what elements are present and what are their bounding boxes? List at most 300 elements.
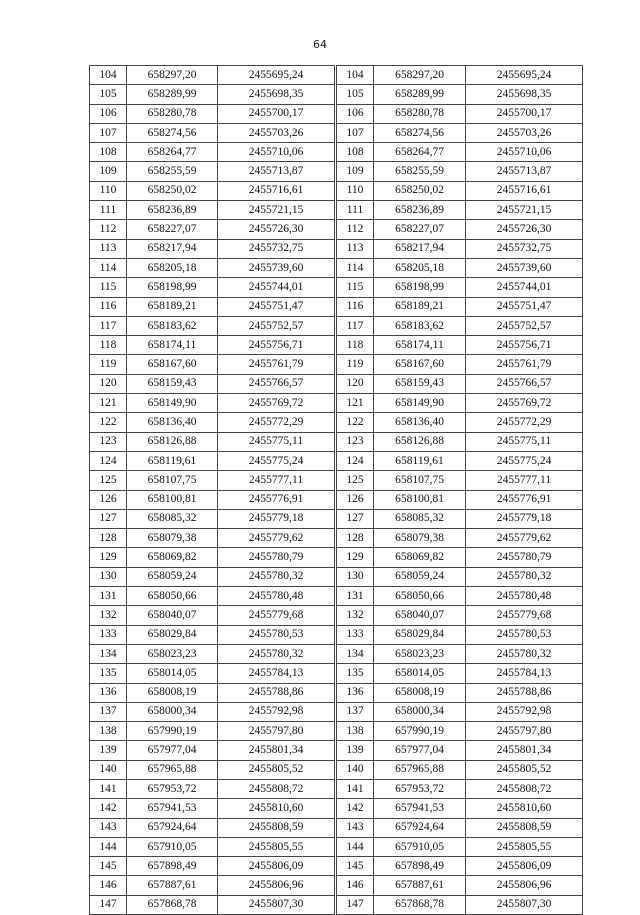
x-coordinate-cell: 658119,61 [127, 451, 218, 470]
point-number-cell: 135 [337, 664, 374, 683]
table-row [337, 355, 583, 374]
y-coordinate-cell: 2455805,55 [466, 837, 583, 856]
table-row [337, 837, 583, 856]
point-number-cell: 122 [337, 413, 374, 432]
x-coordinate-cell: 658014,05 [127, 664, 218, 683]
x-coordinate-cell: 658159,43 [374, 374, 466, 393]
point-number-cell: 111 [337, 201, 374, 220]
point-number-cell: 117 [337, 316, 374, 335]
x-coordinate-cell: 658040,07 [127, 606, 218, 625]
table-row [337, 394, 583, 413]
table-row [337, 857, 583, 876]
y-coordinate-cell: 2455716,61 [218, 181, 335, 200]
x-coordinate-cell: 658107,75 [127, 471, 218, 490]
table-row [337, 876, 583, 895]
x-coordinate-cell: 658297,20 [374, 66, 466, 85]
y-coordinate-cell: 2455810,60 [466, 799, 583, 818]
table-row [90, 857, 335, 876]
y-coordinate-cell: 2455775,24 [218, 451, 335, 470]
table-row [90, 490, 335, 509]
y-coordinate-cell: 2455695,24 [466, 66, 583, 85]
point-number-cell: 131 [90, 587, 127, 606]
table-row [337, 451, 583, 470]
point-number-cell: 132 [90, 606, 127, 625]
table-row [90, 162, 335, 181]
table-row [337, 818, 583, 837]
y-coordinate-cell: 2455766,57 [466, 374, 583, 393]
y-coordinate-cell: 2455776,91 [218, 490, 335, 509]
y-coordinate-cell: 2455751,47 [218, 297, 335, 316]
point-number-cell: 112 [337, 220, 374, 239]
point-number-cell: 119 [337, 355, 374, 374]
table-row [337, 336, 583, 355]
x-coordinate-cell: 658280,78 [127, 104, 218, 123]
x-coordinate-cell: 658198,99 [374, 278, 466, 297]
table-row [90, 818, 335, 837]
y-coordinate-cell: 2455788,86 [218, 683, 335, 702]
point-number-cell: 104 [90, 66, 127, 85]
table-row [337, 548, 583, 567]
x-coordinate-cell: 657977,04 [127, 741, 218, 760]
table-row [337, 799, 583, 818]
x-coordinate-cell: 658198,99 [127, 278, 218, 297]
point-number-cell: 120 [337, 374, 374, 393]
table-row [337, 587, 583, 606]
y-coordinate-cell: 2455808,59 [218, 818, 335, 837]
x-coordinate-cell: 657887,61 [127, 876, 218, 895]
x-coordinate-cell: 658236,89 [127, 201, 218, 220]
point-number-cell: 146 [337, 876, 374, 895]
x-coordinate-cell: 658217,94 [127, 239, 218, 258]
point-number-cell: 115 [90, 278, 127, 297]
point-number-cell: 135 [90, 664, 127, 683]
table-row [90, 837, 335, 856]
point-number-cell: 143 [337, 818, 374, 837]
x-coordinate-cell: 658174,11 [127, 336, 218, 355]
point-number-cell: 116 [337, 297, 374, 316]
table-row [337, 143, 583, 162]
x-coordinate-cell: 658126,88 [374, 432, 466, 451]
table-row [337, 123, 583, 142]
y-coordinate-cell: 2455695,24 [218, 66, 335, 85]
table-row [90, 779, 335, 798]
x-coordinate-cell: 658297,20 [127, 66, 218, 85]
x-coordinate-cell: 657868,78 [374, 895, 466, 914]
y-coordinate-cell: 2455806,09 [218, 857, 335, 876]
point-number-cell: 141 [337, 779, 374, 798]
point-number-cell: 136 [90, 683, 127, 702]
y-coordinate-cell: 2455721,15 [218, 201, 335, 220]
x-coordinate-cell: 658189,21 [127, 297, 218, 316]
table-row [90, 741, 335, 760]
table-row [90, 587, 335, 606]
table-row [337, 760, 583, 779]
table-row [90, 413, 335, 432]
point-number-cell: 105 [337, 85, 374, 104]
point-number-cell: 109 [337, 162, 374, 181]
y-coordinate-cell: 2455775,24 [466, 451, 583, 470]
table-row [337, 606, 583, 625]
table-row [90, 143, 335, 162]
y-coordinate-cell: 2455788,86 [466, 683, 583, 702]
y-coordinate-cell: 2455751,47 [466, 297, 583, 316]
x-coordinate-cell: 658050,66 [127, 587, 218, 606]
x-coordinate-cell: 658000,34 [374, 702, 466, 721]
table-row [90, 336, 335, 355]
y-coordinate-cell: 2455801,34 [218, 741, 335, 760]
x-coordinate-cell: 658050,66 [374, 587, 466, 606]
x-coordinate-cell: 658069,82 [374, 548, 466, 567]
y-coordinate-cell: 2455780,32 [466, 567, 583, 586]
point-number-cell: 106 [337, 104, 374, 123]
table-row [90, 799, 335, 818]
point-number-cell: 127 [90, 509, 127, 528]
x-coordinate-cell: 658255,59 [374, 162, 466, 181]
x-coordinate-cell: 657898,49 [127, 857, 218, 876]
x-coordinate-cell: 658205,18 [127, 258, 218, 277]
y-coordinate-cell: 2455700,17 [466, 104, 583, 123]
x-coordinate-cell: 658183,62 [127, 316, 218, 335]
table-row [337, 490, 583, 509]
y-coordinate-cell: 2455700,17 [218, 104, 335, 123]
table-row [337, 413, 583, 432]
point-number-cell: 141 [90, 779, 127, 798]
table-row [90, 258, 335, 277]
coordinates-table-right [336, 65, 583, 915]
x-coordinate-cell: 658100,81 [127, 490, 218, 509]
point-number-cell: 146 [90, 876, 127, 895]
table-row [90, 201, 335, 220]
table-row [90, 355, 335, 374]
point-number-cell: 143 [90, 818, 127, 837]
x-coordinate-cell: 657990,19 [127, 722, 218, 741]
point-number-cell: 139 [90, 741, 127, 760]
point-number-cell: 125 [337, 471, 374, 490]
y-coordinate-cell: 2455732,75 [218, 239, 335, 258]
y-coordinate-cell: 2455780,53 [466, 625, 583, 644]
point-number-cell: 104 [337, 66, 374, 85]
point-number-cell: 111 [90, 201, 127, 220]
table-row [90, 451, 335, 470]
x-coordinate-cell: 657953,72 [127, 779, 218, 798]
point-number-cell: 145 [90, 857, 127, 876]
y-coordinate-cell: 2455761,79 [466, 355, 583, 374]
point-number-cell: 107 [90, 123, 127, 142]
point-number-cell: 147 [90, 895, 127, 914]
table-row [337, 567, 583, 586]
x-coordinate-cell: 658159,43 [127, 374, 218, 393]
y-coordinate-cell: 2455805,52 [218, 760, 335, 779]
table-row [337, 664, 583, 683]
point-number-cell: 129 [90, 548, 127, 567]
y-coordinate-cell: 2455756,71 [466, 336, 583, 355]
table-row [337, 529, 583, 548]
point-number-cell: 130 [90, 567, 127, 586]
y-coordinate-cell: 2455797,80 [466, 722, 583, 741]
y-coordinate-cell: 2455806,96 [466, 876, 583, 895]
y-coordinate-cell: 2455710,06 [466, 143, 583, 162]
table-row [337, 509, 583, 528]
point-number-cell: 133 [337, 625, 374, 644]
table-row [90, 876, 335, 895]
x-coordinate-cell: 658289,99 [374, 85, 466, 104]
y-coordinate-cell: 2455726,30 [218, 220, 335, 239]
x-coordinate-cell: 658280,78 [374, 104, 466, 123]
point-number-cell: 129 [337, 548, 374, 567]
x-coordinate-cell: 658227,07 [374, 220, 466, 239]
y-coordinate-cell: 2455807,30 [466, 895, 583, 914]
x-coordinate-cell: 658023,23 [127, 644, 218, 663]
table-row [337, 85, 583, 104]
table-row [337, 104, 583, 123]
point-number-cell: 142 [337, 799, 374, 818]
point-number-cell: 126 [90, 490, 127, 509]
table-row [337, 239, 583, 258]
table-row [90, 104, 335, 123]
y-coordinate-cell: 2455772,29 [218, 413, 335, 432]
y-coordinate-cell: 2455713,87 [466, 162, 583, 181]
x-coordinate-cell: 658274,56 [127, 123, 218, 142]
table-row [90, 278, 335, 297]
x-coordinate-cell: 658250,02 [374, 181, 466, 200]
x-coordinate-cell: 658136,40 [374, 413, 466, 432]
y-coordinate-cell: 2455769,72 [466, 394, 583, 413]
table-row [90, 394, 335, 413]
y-coordinate-cell: 2455780,79 [218, 548, 335, 567]
point-number-cell: 118 [90, 336, 127, 355]
coordinates-table-body [337, 66, 583, 915]
x-coordinate-cell: 658085,32 [127, 509, 218, 528]
y-coordinate-cell: 2455777,11 [218, 471, 335, 490]
table-row [337, 374, 583, 393]
table-row [90, 471, 335, 490]
table-row [90, 432, 335, 451]
x-coordinate-cell: 658167,60 [374, 355, 466, 374]
table-row [90, 625, 335, 644]
point-number-cell: 123 [337, 432, 374, 451]
x-coordinate-cell: 658059,24 [374, 567, 466, 586]
y-coordinate-cell: 2455780,32 [218, 644, 335, 663]
table-row [337, 702, 583, 721]
point-number-cell: 140 [337, 760, 374, 779]
x-coordinate-cell: 657965,88 [374, 760, 466, 779]
x-coordinate-cell: 658079,38 [374, 529, 466, 548]
x-coordinate-cell: 657887,61 [374, 876, 466, 895]
x-coordinate-cell: 658205,18 [374, 258, 466, 277]
table-row [337, 432, 583, 451]
page-number: 64 [313, 38, 327, 51]
table-row [90, 760, 335, 779]
x-coordinate-cell: 657941,53 [127, 799, 218, 818]
point-number-cell: 145 [337, 857, 374, 876]
y-coordinate-cell: 2455807,30 [218, 895, 335, 914]
y-coordinate-cell: 2455732,75 [466, 239, 583, 258]
y-coordinate-cell: 2455784,13 [466, 664, 583, 683]
y-coordinate-cell: 2455752,57 [466, 316, 583, 335]
table-row [90, 85, 335, 104]
y-coordinate-cell: 2455797,80 [218, 722, 335, 741]
x-coordinate-cell: 658255,59 [127, 162, 218, 181]
x-coordinate-cell: 658008,19 [374, 683, 466, 702]
x-coordinate-cell: 658000,34 [127, 702, 218, 721]
y-coordinate-cell: 2455726,30 [466, 220, 583, 239]
table-row [90, 316, 335, 335]
point-number-cell: 124 [90, 451, 127, 470]
point-number-cell: 110 [90, 181, 127, 200]
y-coordinate-cell: 2455769,72 [218, 394, 335, 413]
x-coordinate-cell: 658119,61 [374, 451, 466, 470]
table-row [90, 644, 335, 663]
x-coordinate-cell: 657898,49 [374, 857, 466, 876]
y-coordinate-cell: 2455716,61 [466, 181, 583, 200]
y-coordinate-cell: 2455779,18 [466, 509, 583, 528]
x-coordinate-cell: 658029,84 [374, 625, 466, 644]
table-row [90, 606, 335, 625]
x-coordinate-cell: 658079,38 [127, 529, 218, 548]
point-number-cell: 121 [90, 394, 127, 413]
x-coordinate-cell: 658069,82 [127, 548, 218, 567]
point-number-cell: 113 [90, 239, 127, 258]
table-row [337, 779, 583, 798]
point-number-cell: 138 [90, 722, 127, 741]
point-number-cell: 134 [90, 644, 127, 663]
x-coordinate-cell: 658059,24 [127, 567, 218, 586]
table-row [90, 374, 335, 393]
y-coordinate-cell: 2455792,98 [466, 702, 583, 721]
point-number-cell: 142 [90, 799, 127, 818]
table-row [90, 567, 335, 586]
point-number-cell: 144 [337, 837, 374, 856]
x-coordinate-cell: 658189,21 [374, 297, 466, 316]
y-coordinate-cell: 2455766,57 [218, 374, 335, 393]
y-coordinate-cell: 2455779,62 [466, 529, 583, 548]
x-coordinate-cell: 657941,53 [374, 799, 466, 818]
table-row [337, 741, 583, 760]
x-coordinate-cell: 657977,04 [374, 741, 466, 760]
table-row [337, 258, 583, 277]
coordinates-table-left [89, 65, 335, 915]
point-number-cell: 134 [337, 644, 374, 663]
point-number-cell: 118 [337, 336, 374, 355]
y-coordinate-cell: 2455698,35 [218, 85, 335, 104]
x-coordinate-cell: 658008,19 [127, 683, 218, 702]
table-row [337, 316, 583, 335]
point-number-cell: 147 [337, 895, 374, 914]
x-coordinate-cell: 658250,02 [127, 181, 218, 200]
point-number-cell: 117 [90, 316, 127, 335]
y-coordinate-cell: 2455779,18 [218, 509, 335, 528]
table-row [337, 201, 583, 220]
y-coordinate-cell: 2455779,68 [466, 606, 583, 625]
table-row [90, 239, 335, 258]
point-number-cell: 140 [90, 760, 127, 779]
table-row [337, 644, 583, 663]
y-coordinate-cell: 2455780,79 [466, 548, 583, 567]
x-coordinate-cell: 658136,40 [127, 413, 218, 432]
point-number-cell: 137 [90, 702, 127, 721]
y-coordinate-cell: 2455775,11 [218, 432, 335, 451]
table-row [90, 529, 335, 548]
y-coordinate-cell: 2455805,55 [218, 837, 335, 856]
x-coordinate-cell: 658217,94 [374, 239, 466, 258]
y-coordinate-cell: 2455779,68 [218, 606, 335, 625]
point-number-cell: 115 [337, 278, 374, 297]
table-row [337, 220, 583, 239]
point-number-cell: 131 [337, 587, 374, 606]
x-coordinate-cell: 658014,05 [374, 664, 466, 683]
y-coordinate-cell: 2455703,26 [466, 123, 583, 142]
point-number-cell: 123 [90, 432, 127, 451]
y-coordinate-cell: 2455772,29 [466, 413, 583, 432]
point-number-cell: 136 [337, 683, 374, 702]
y-coordinate-cell: 2455780,48 [466, 587, 583, 606]
y-coordinate-cell: 2455721,15 [466, 201, 583, 220]
y-coordinate-cell: 2455810,60 [218, 799, 335, 818]
point-number-cell: 144 [90, 837, 127, 856]
table-row [337, 471, 583, 490]
x-coordinate-cell: 658023,23 [374, 644, 466, 663]
point-number-cell: 116 [90, 297, 127, 316]
table-row [90, 683, 335, 702]
y-coordinate-cell: 2455739,60 [218, 258, 335, 277]
y-coordinate-cell: 2455808,72 [218, 779, 335, 798]
y-coordinate-cell: 2455752,57 [218, 316, 335, 335]
table-row [90, 548, 335, 567]
y-coordinate-cell: 2455784,13 [218, 664, 335, 683]
x-coordinate-cell: 658183,62 [374, 316, 466, 335]
table-row [337, 181, 583, 200]
x-coordinate-cell: 657990,19 [374, 722, 466, 741]
y-coordinate-cell: 2455780,48 [218, 587, 335, 606]
y-coordinate-cell: 2455780,53 [218, 625, 335, 644]
point-number-cell: 121 [337, 394, 374, 413]
point-number-cell: 137 [337, 702, 374, 721]
point-number-cell: 124 [337, 451, 374, 470]
y-coordinate-cell: 2455779,62 [218, 529, 335, 548]
point-number-cell: 110 [337, 181, 374, 200]
x-coordinate-cell: 658236,89 [374, 201, 466, 220]
table-row [90, 664, 335, 683]
table-row [90, 722, 335, 741]
x-coordinate-cell: 658167,60 [127, 355, 218, 374]
x-coordinate-cell: 657965,88 [127, 760, 218, 779]
point-number-cell: 133 [90, 625, 127, 644]
table-row [337, 683, 583, 702]
x-coordinate-cell: 658107,75 [374, 471, 466, 490]
table-row [337, 162, 583, 181]
point-number-cell: 132 [337, 606, 374, 625]
x-coordinate-cell: 658040,07 [374, 606, 466, 625]
y-coordinate-cell: 2455780,32 [218, 567, 335, 586]
x-coordinate-cell: 657924,64 [127, 818, 218, 837]
x-coordinate-cell: 657953,72 [374, 779, 466, 798]
y-coordinate-cell: 2455756,71 [218, 336, 335, 355]
x-coordinate-cell: 658085,32 [374, 509, 466, 528]
table-row [90, 509, 335, 528]
point-number-cell: 127 [337, 509, 374, 528]
table-row [337, 66, 583, 85]
y-coordinate-cell: 2455777,11 [466, 471, 583, 490]
point-number-cell: 114 [337, 258, 374, 277]
point-number-cell: 128 [90, 529, 127, 548]
x-coordinate-cell: 658149,90 [127, 394, 218, 413]
table-row [337, 278, 583, 297]
y-coordinate-cell: 2455739,60 [466, 258, 583, 277]
x-coordinate-cell: 657924,64 [374, 818, 466, 837]
x-coordinate-cell: 657910,05 [127, 837, 218, 856]
point-number-cell: 119 [90, 355, 127, 374]
y-coordinate-cell: 2455805,52 [466, 760, 583, 779]
